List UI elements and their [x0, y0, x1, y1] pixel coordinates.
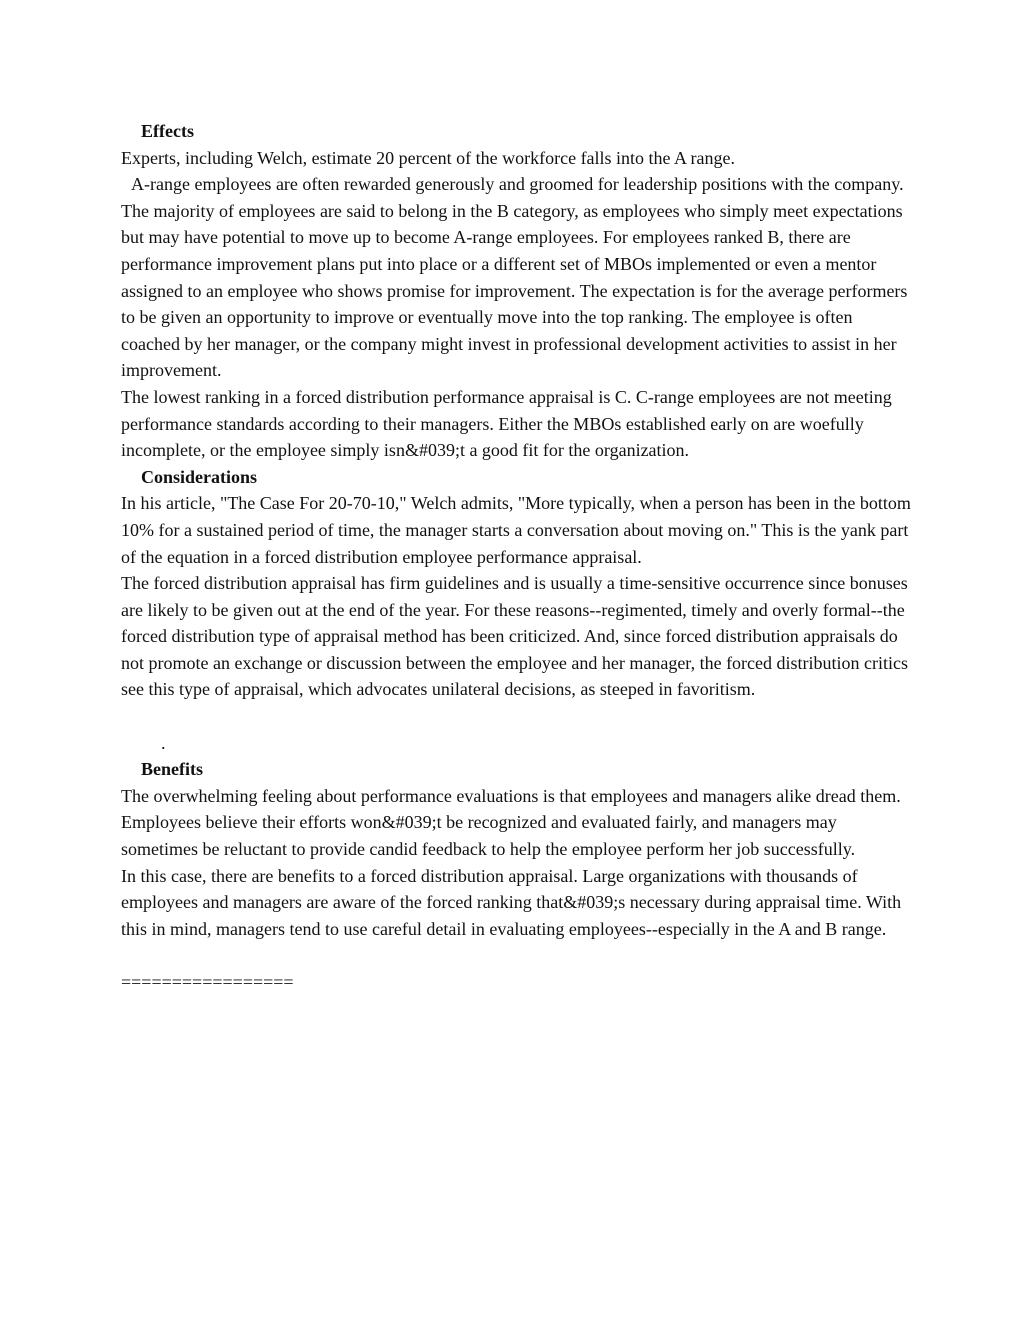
- benefits-paragraph-1: The overwhelming feeling about performance evaluations is that employees and managers alike dread them. Employees believe their efforts won&#039;t be recognized and evaluated fairly, and managers may sometimes be reluctant to provide candid feedback to help the employee perform her job successfully.: [121, 785, 901, 860]
- considerations-paragraph-1: In his article, "The Case For 20-70-10," Welch admits, "More typically, when a person has been in the bottom 10% for a sustained period of time, the manager starts a conversation about moving on." This is the yank part of the equation in a forced distribution employee performance appraisal.: [121, 493, 911, 567]
- blank-line-2: [121, 942, 911, 969]
- benefits-heading: Benefits: [141, 759, 203, 780]
- blank-line: [121, 703, 911, 730]
- effects-heading: Effects: [141, 121, 194, 141]
- considerations-heading: Considerations: [141, 466, 258, 487]
- document-body: [121, 118, 911, 996]
- considerations-paragraph-2: The forced distribution appraisal has firm guidelines and is usually a time-sensitive occurrence since bonuses are likely to be given out at the end of the year. For these reasons--regimented, timely and overly formal--the forced distribution type of appraisal method has been criticized. And, since forced distribution appraisals do not promote an exchange or discussion between the employee and her manager, the forced distribution critics see this type of appraisal, which advocates unilateral decisions, as steeped in favoritism.: [121, 573, 909, 700]
- effects-paragraph-4: The lowest ranking in a forced distribution performance appraisal is C. C-range employees are not meeting performance standards according to their managers. Either the MBOs established early on are woefully incomplete, or the employee simply isn&#039;t a good fit for the organization.: [121, 386, 892, 461]
- effects-paragraph-2: A-range employees are often rewarded generously and groomed for leadership positions with the company.: [131, 174, 904, 195]
- stray-dot: .: [161, 732, 166, 753]
- benefits-paragraph-2: In this case, there are benefits to a forced distribution appraisal. Large organizations with thousands of employees and managers are aware of the forced ranking that&#039;s necessary during appraisal time. With this in mind, managers tend to use careful detail in evaluating employees--especially in the A and B range.: [121, 865, 902, 939]
- separator-line: =================: [121, 972, 294, 992]
- effects-paragraph-1: Experts, including Welch, estimate 20 percent of the workforce falls into the A range.: [121, 147, 736, 168]
- effects-paragraph-3: The majority of employees are said to belong in the B category, as employees who simply meet expectations but may have potential to move up to become A-range employees. For employees ranked B, there are performance improvement plans put into place or a different set of MBOs implemented or even a mentor assigned to an employee who shows promise for improvement. The expectation is for the average performers to be given an opportunity to improve or eventually move into the top ranking. The employee is often coached by her manager, or the company might invest in professional development activities to assist in her improvement.: [121, 200, 908, 381]
